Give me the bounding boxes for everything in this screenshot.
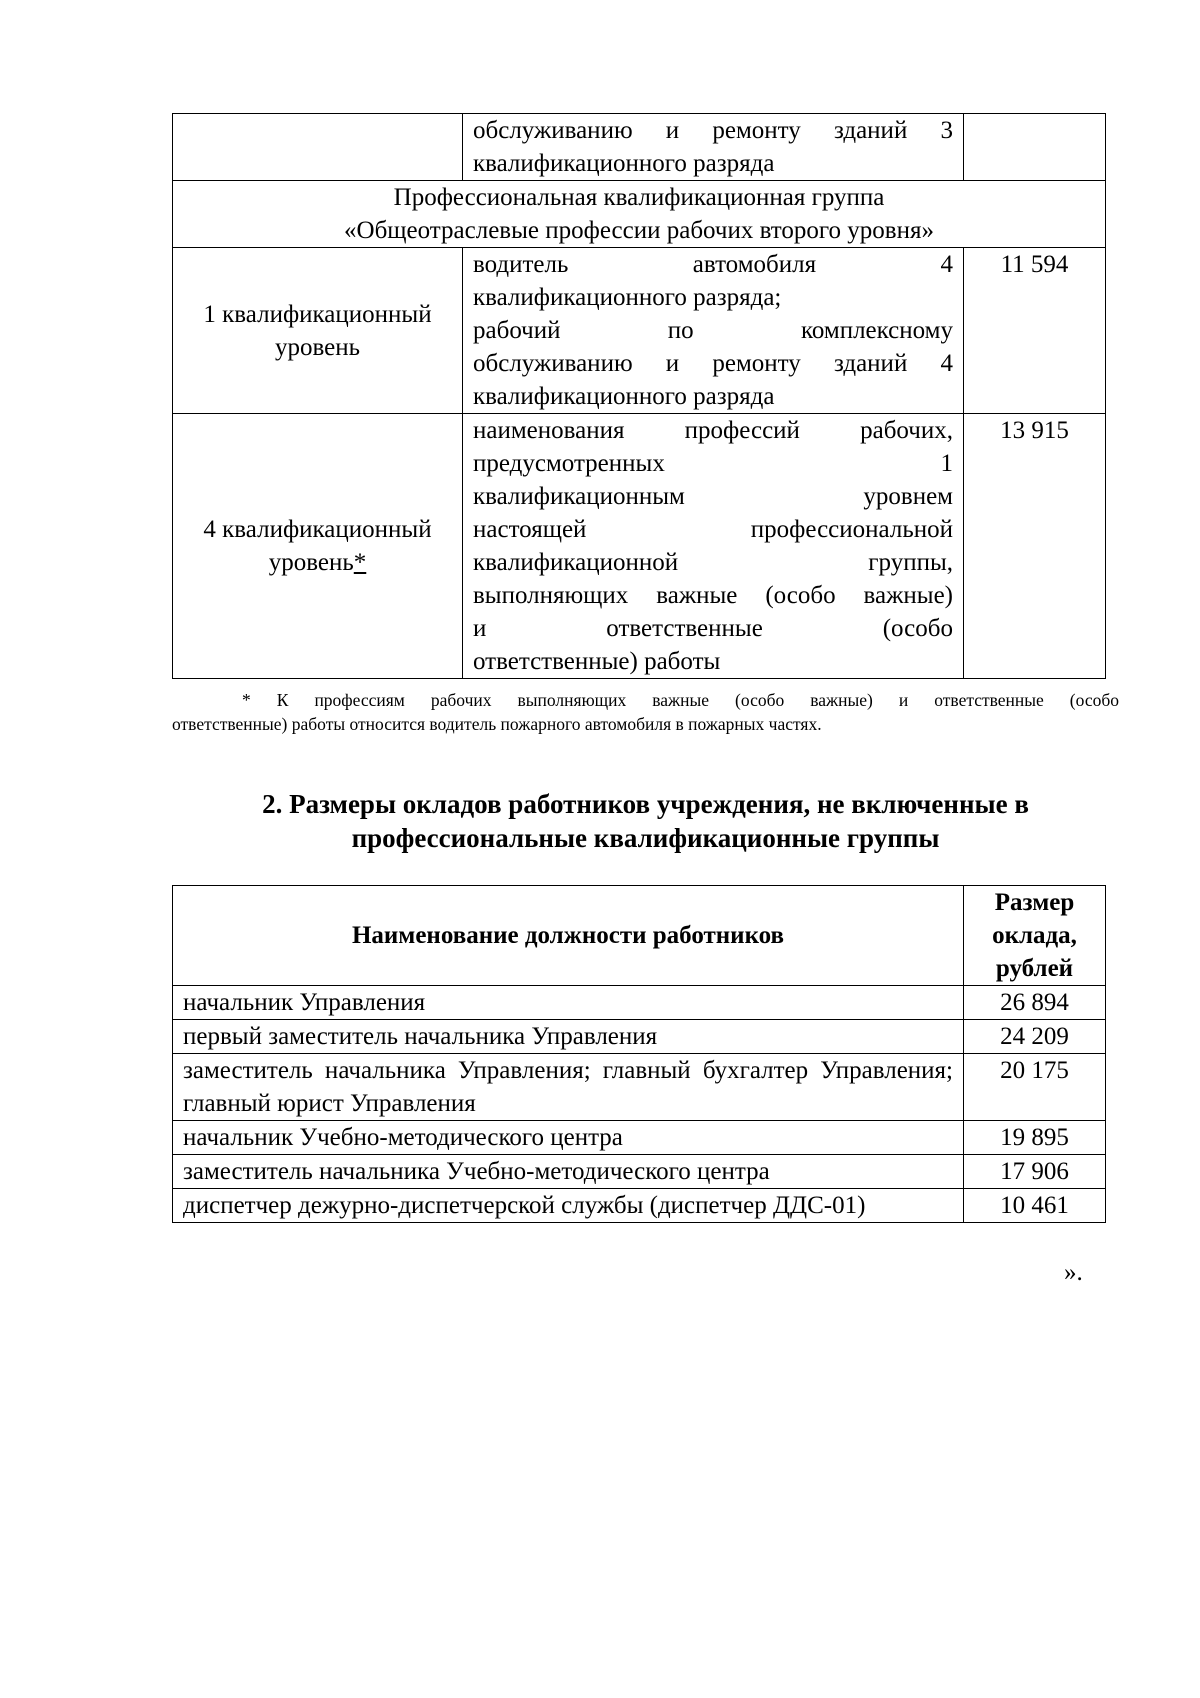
value-cell	[964, 114, 1106, 181]
footnote-link[interactable]: *	[353, 549, 367, 576]
group-title-line: «Общеотраслевые профессии рабочих второго уровня»	[344, 217, 934, 244]
salary-value: 20 175	[964, 1054, 1106, 1121]
profession-line: рабочий по комплексному	[473, 317, 953, 344]
column-header-salary	[964, 886, 1106, 986]
footnote-line: ответственные) работы относится водитель пожарного автомобиля в пожарных частях.	[172, 714, 822, 734]
header-line: рублей	[995, 955, 1074, 982]
level-cell	[173, 248, 463, 414]
profession-line: наименования профессий рабочих,	[473, 417, 953, 444]
section-title	[172, 787, 1119, 855]
table-row	[173, 1189, 1106, 1223]
position-name: первый заместитель начальника Управления	[173, 1020, 964, 1054]
profession-line: квалификационного разряда	[473, 383, 775, 410]
salary-table	[172, 885, 1106, 1223]
footnote-line: * К профессиям рабочих выполняющих важные (особо важные) и ответственные (особо	[242, 690, 1119, 710]
closing-quote-mark: ».	[1064, 1259, 1083, 1286]
profession-line: обслуживанию и ремонту зданий 3	[473, 117, 953, 144]
table-row	[173, 248, 1106, 414]
header-line: оклада,	[992, 922, 1077, 949]
salary-value: 17 906	[964, 1155, 1106, 1189]
level-cell	[173, 114, 463, 181]
group-title-line: Профессиональная квалификационная группа	[393, 184, 885, 211]
profession-line: обслуживанию и ремонту зданий 4	[473, 350, 953, 377]
profession-line: настоящей профессиональной	[473, 516, 953, 543]
profession-line: ответственные) работы	[473, 648, 721, 675]
level-label: уровень	[274, 333, 361, 361]
table-row	[173, 414, 1106, 679]
profession-cell	[463, 414, 964, 679]
position-name: начальник Учебно-методического центра	[173, 1121, 964, 1155]
profession-line: предусмотренных 1	[473, 450, 953, 477]
footnote	[172, 688, 1119, 736]
profession-line: выполняющих важные (особо важные)	[473, 582, 953, 609]
salary-value: 10 461	[964, 1189, 1106, 1223]
position-name: заместитель начальника Учебно-методического центра	[173, 1155, 964, 1189]
group-header-row	[173, 181, 1106, 248]
level-label-with-mark	[173, 546, 462, 579]
table-row	[173, 1121, 1106, 1155]
profession-cell	[463, 248, 964, 414]
table-row	[173, 986, 1106, 1020]
group-title-cell	[173, 181, 1106, 248]
table-row	[173, 1054, 1106, 1121]
table-header-row	[173, 886, 1106, 986]
profession-line: водитель автомобиля 4	[473, 251, 953, 278]
profession-line: квалификационной группы,	[473, 549, 953, 576]
salary-value: 24 209	[964, 1020, 1106, 1054]
salary-value: 11 594	[964, 248, 1106, 414]
table-row	[173, 1020, 1106, 1054]
level-label: уровень	[268, 549, 354, 576]
profession-line: квалификационного разряда	[473, 150, 775, 177]
salary-value: 13 915	[964, 414, 1106, 679]
table-row	[173, 114, 1106, 181]
profession-cell	[463, 114, 964, 181]
profession-line: квалификационного разряда;	[473, 284, 782, 311]
profession-line: квалификационным уровнем	[473, 483, 953, 510]
level-cell	[173, 414, 463, 679]
position-name: диспетчер дежурно-диспетчерской службы (диспетчер ДДС-01)	[173, 1189, 964, 1223]
level-label: 4 квалификационный	[203, 516, 432, 543]
level-label: 1 квалификационный	[203, 300, 432, 328]
header-line: Размер	[994, 889, 1075, 916]
salary-value: 19 895	[964, 1121, 1106, 1155]
table-row	[173, 1155, 1106, 1189]
column-header-position: Наименование должности работников	[173, 886, 964, 986]
position-name: начальник Управления	[173, 986, 964, 1020]
profession-line: и ответственные (особо	[473, 615, 953, 642]
section-title-line: 2. Размеры окладов работников учреждения, не включенные в	[262, 789, 1029, 819]
salary-value: 26 894	[964, 986, 1106, 1020]
qualification-groups-table	[172, 113, 1106, 679]
section-title-line: профессиональные квалификационные группы	[351, 823, 940, 853]
position-name: заместитель начальника Управления; главный бухгалтер Управления; главный юрист Управления	[173, 1054, 964, 1121]
